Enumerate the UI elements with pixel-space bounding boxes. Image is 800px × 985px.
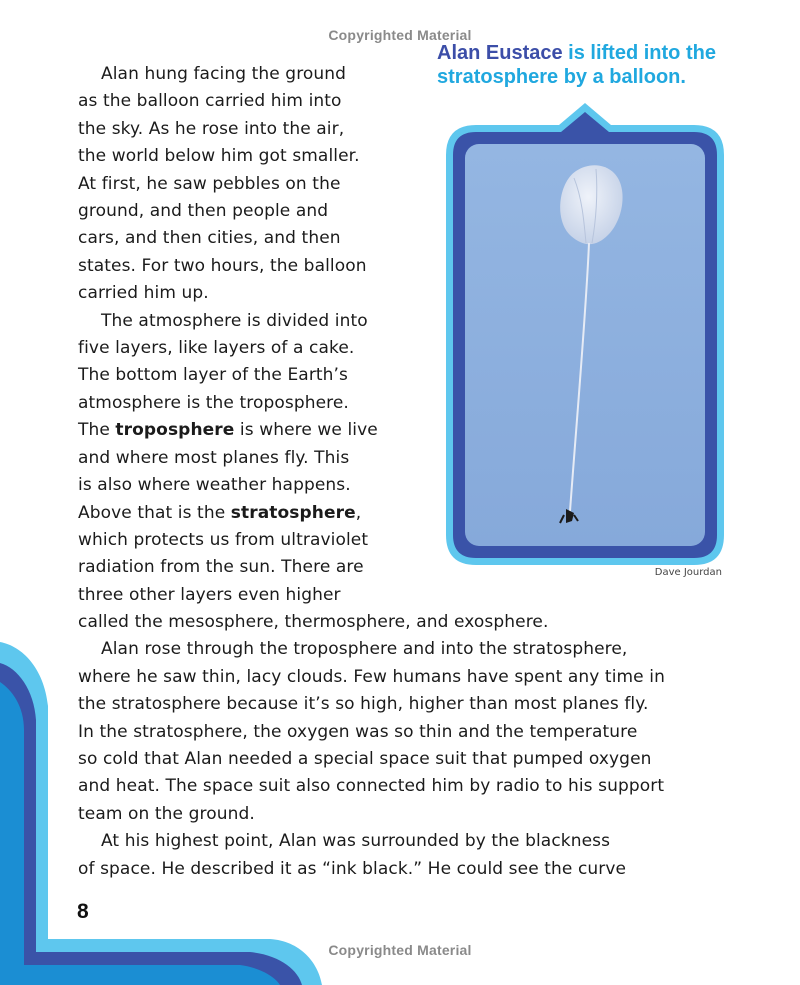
text-line: At his highest point, Alan was surrounded by the blackness [101,831,611,852]
page-number: 8 [77,900,89,923]
text-line: The atmosphere is divided into [101,310,368,331]
text-fragment: , [355,502,362,523]
text-line: team on the ground. [78,803,255,824]
text-line: Alan hung facing the ground [101,64,347,84]
text-line: atmosphere is the troposphere. [78,392,349,413]
text-line: called the mesosphere, thermosphere, and exosphere. [78,612,549,632]
column-text [78,61,418,609]
text-line: of space. He described it as “ink black.” He could see the curve [78,858,627,879]
text-line: as the balloon carried him into [78,91,342,112]
text-line: which protects us from ultraviolet [78,529,369,550]
text-fragment: The [78,420,116,441]
text-line: At first, he saw pebbles on the [78,173,341,194]
caption-text: is lifted into the [562,42,716,64]
text-line: and where most planes fly. This [78,447,350,468]
caption-name: Alan Eustace [437,42,563,64]
text-fragment: is where we live [234,420,378,441]
text-line: states. For two hours, the balloon [78,255,367,276]
text-line: three other layers even higher [78,584,341,605]
watermark-top: Copyrighted Material [328,27,472,43]
photo-credit: Dave Jourdan [654,567,722,578]
text-line [78,500,418,527]
text-line: is also where weather happens. [78,475,351,496]
photo-frame [446,103,724,565]
text-line: the world below him got smaller. [78,146,360,167]
text-line: cars, and then cities, and then [78,228,341,249]
text-line: where he saw thin, lacy clouds. Few humans have spent any time in [78,666,665,687]
text-line: ground, and then people and [78,201,329,222]
text-line: The bottom layer of the Earth’s [78,365,349,386]
text-line [78,417,418,444]
full-width-text [78,609,738,883]
watermark-bottom: Copyrighted Material [328,942,472,958]
term-troposphere: troposphere [115,420,235,441]
text-line: five layers, like layers of a cake. [78,338,355,359]
text-line: and heat. The space suit also connected him by radio to his support [78,776,665,797]
text-line: the stratosphere because it’s so high, higher than most planes fly. [78,694,649,715]
term-stratosphere: stratosphere [230,502,356,523]
text-line: radiation from the sun. There are [78,557,364,578]
caption-text: stratosphere by a balloon. [437,66,686,88]
text-fragment: Above that is the [78,502,231,523]
text-line: In the stratosphere, the oxygen was so thin and the temperature [78,721,638,742]
photo-caption [437,41,716,89]
balloon-photo-icon [446,103,724,565]
text-line: so cold that Alan needed a special space suit that pumped oxygen [78,749,652,770]
text-line: carried him up. [78,283,209,304]
text-line: the sky. As he rose into the air, [78,118,345,139]
text-line: Alan rose through the troposphere and into the stratosphere, [101,639,628,660]
